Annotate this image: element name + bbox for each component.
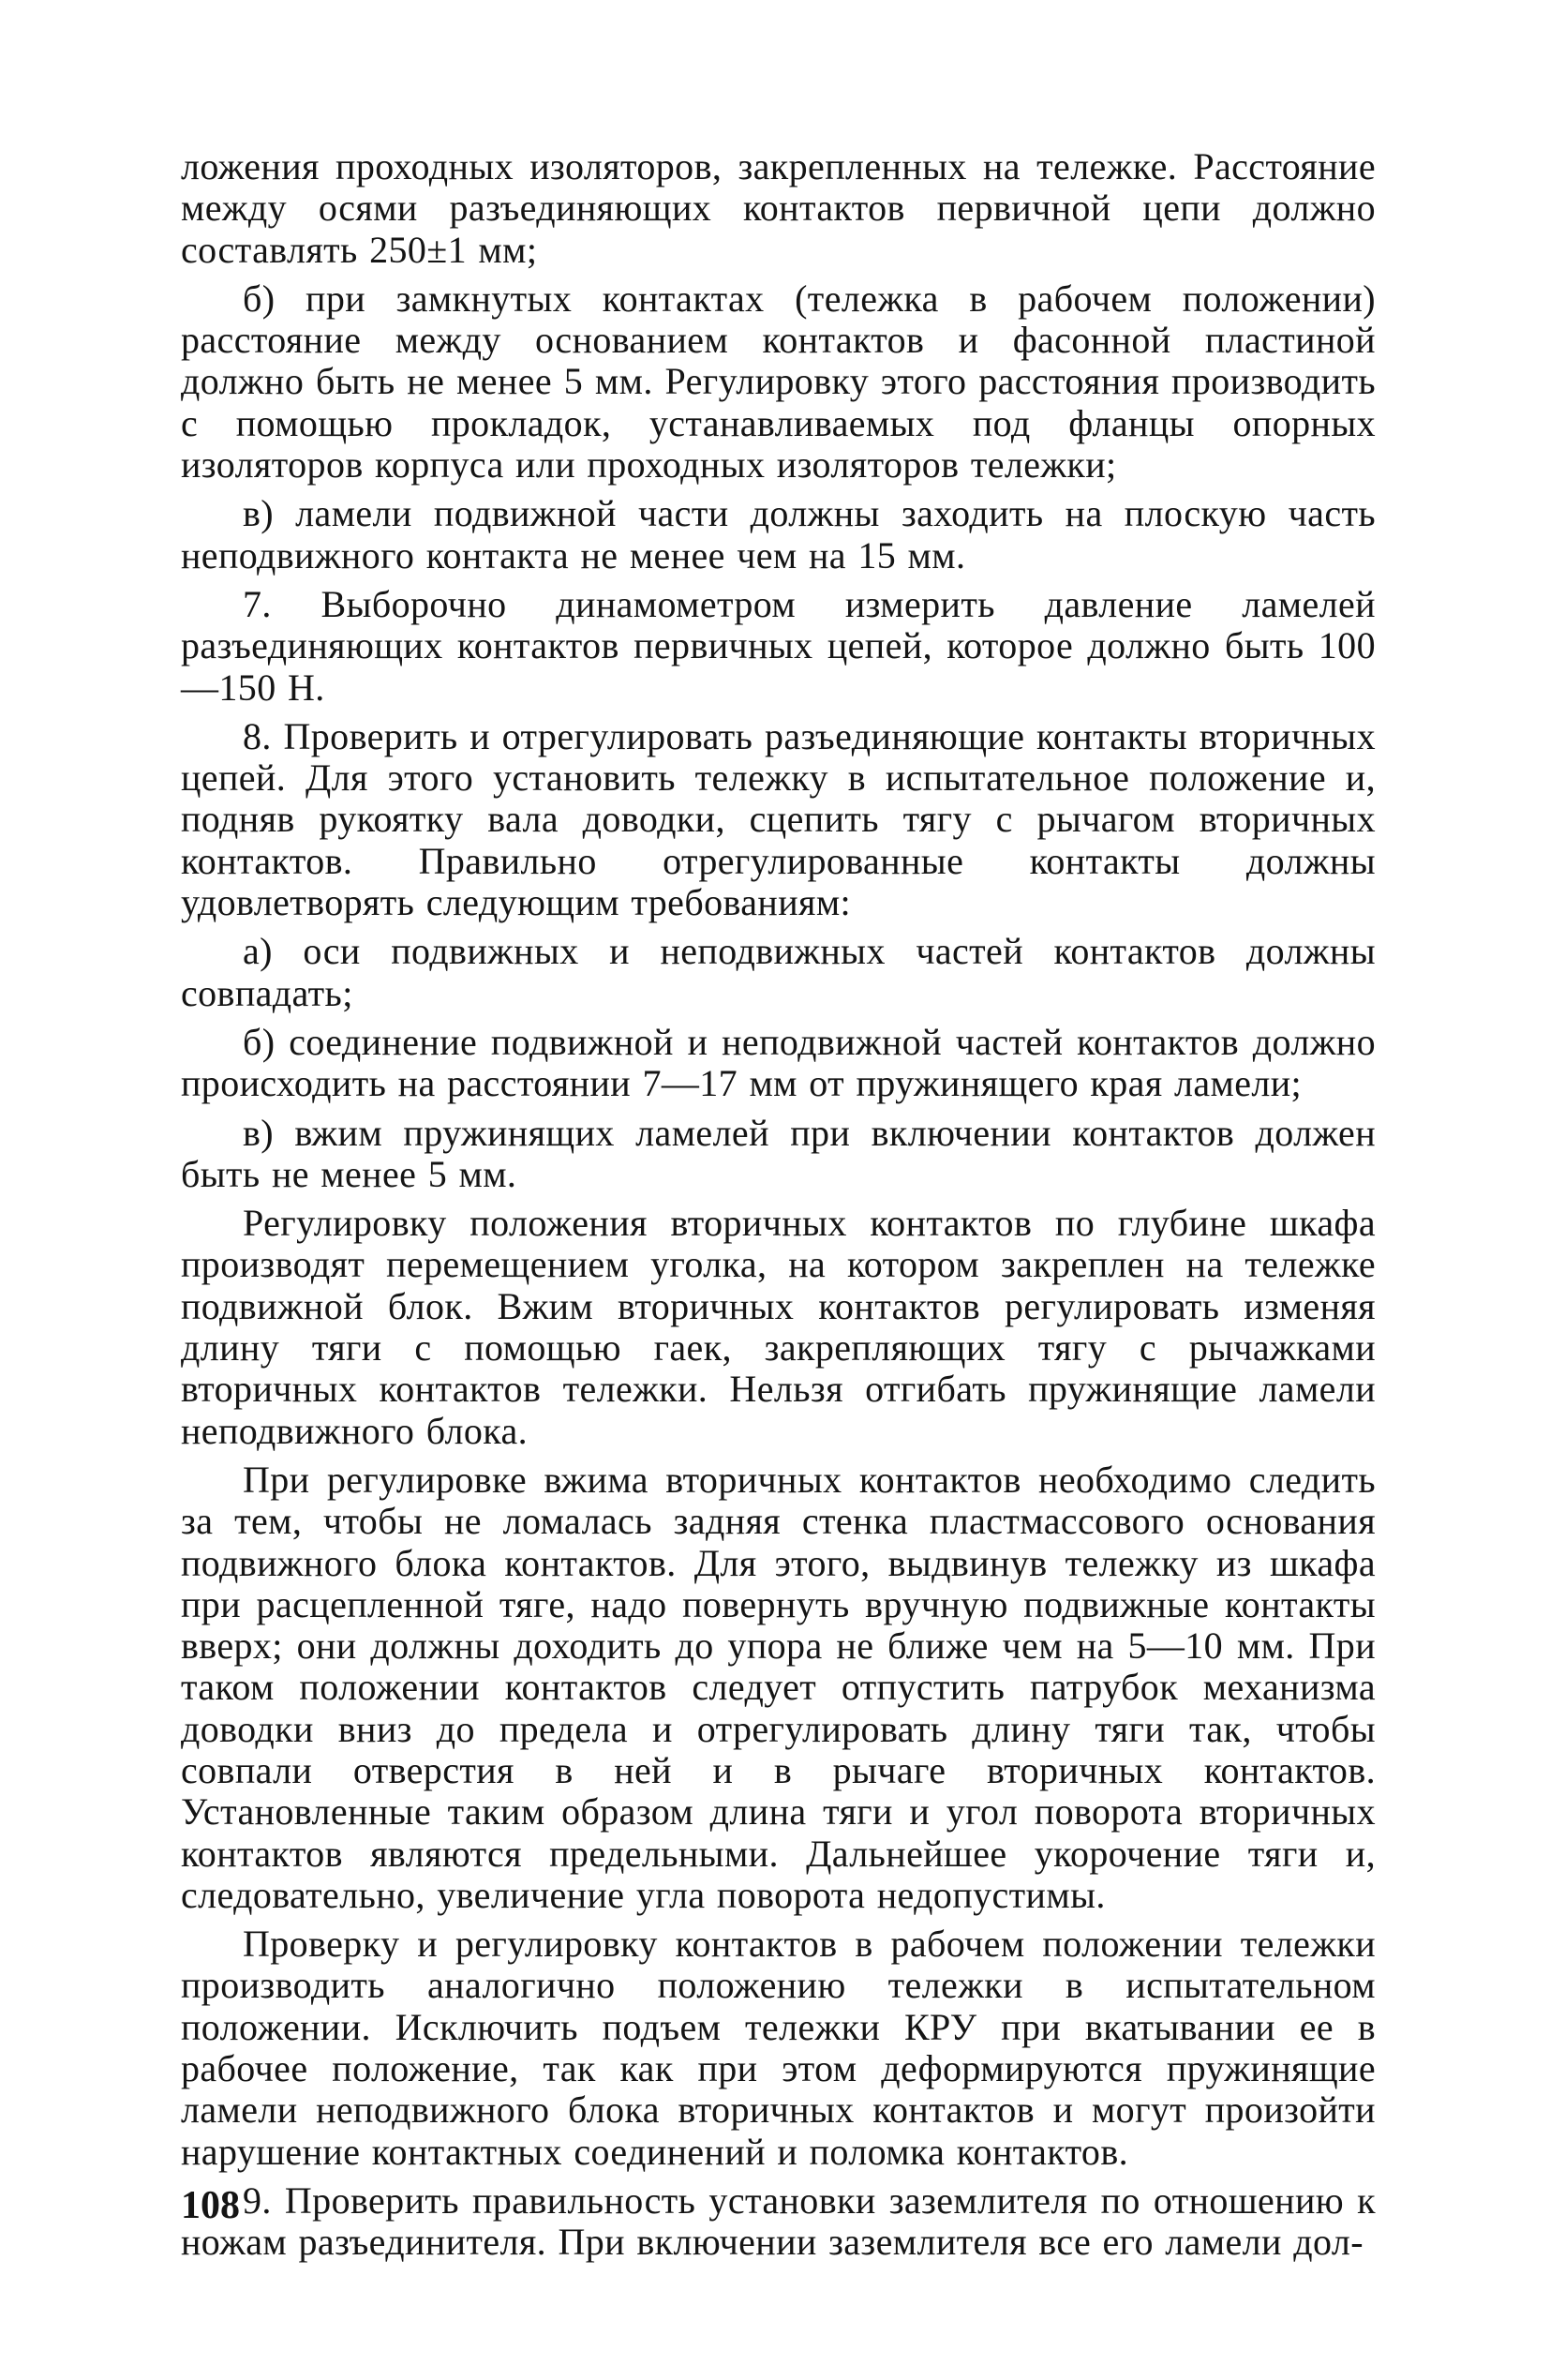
paragraph-item-v-lamella-overlap: в) ламели подвижной части должны заходить на плоскую часть неподвижного контакта не менее чем на 15 мм. — [181, 492, 1376, 576]
page-number: 108 — [181, 2184, 240, 2227]
paragraph-item-b-contact-gap: б) при замкнутых контактах (тележка в рабочем положении) расстояние между основанием контактов и фасонной пластиной должно быть не менее 5 мм. Регулировку этого расстояния производить с помощью прокладок, устанавливаемых под фланцы опорных изоляторов корпуса или проходных изоляторов тележки; — [181, 277, 1376, 486]
paragraph-item-v-press: в) вжим пружинящих ламелей при включении контактов должен быть не менее 5 мм. — [181, 1111, 1376, 1195]
paragraph-item-a-axes: а) оси подвижных и неподвижных частей контактов должны совпадать; — [181, 930, 1376, 1014]
paragraph-working-position: Проверку и регулировку контактов в рабочем положении тележки производить аналогично положению тележки в испытательном положении. Исключить подъем тележки КРУ при вкатывании ее в рабочее положение, так как при этом деформируются пружинящие ламели неподвижного блока вторичных контактов и могут произойти нарушение контактных соединений и поломка контактов. — [181, 1923, 1376, 2173]
paragraph-continuation: ложения проходных изоляторов, закрепленных на тележке. Расстояние между осями разъединяющих контактов первичной цепи должно составлять 250±1 мм; — [181, 145, 1376, 271]
page-body — [181, 146, 1376, 2271]
paragraph-adjustment-position: Регулировку положения вторичных контактов по глубине шкафа производят перемещением уголка, на котором закреплен на тележке подвижной блок. Вжим вторичных контактов регулировать изменяя длину тяги с помощью гаек, закрепляющих тягу с рычажками вторичных контактов тележки. Нельзя отгибать пружинящие ламели неподвижного блока. — [181, 1202, 1376, 1452]
paragraph-step-7: 7. Выборочно динамометром измерить давление ламелей разъединяющих контактов первичных цепей, которое должно быть 100—150 Н. — [181, 582, 1376, 709]
paragraph-step-9: 9. Проверить правильность установки заземлителя по отношению к ножам разъединителя. При включении заземлителя все его ламели дол- — [181, 2178, 1376, 2264]
paragraph-step-8: 8. Проверить и отрегулировать разъединяющие контакты вторичных цепей. Для этого установить тележку в испытательное положение и, подняв рукоятку вала доводки, сцепить тягу с рычагом вторичных контактов. Правильно отрегулированные контакты должны удовлетворять следующим требованиям: — [181, 714, 1376, 924]
paragraph-adjustment-press: При регулировке вжима вторичных контактов необходимо следить за тем, чтобы не ломалась задняя стенка пластмассового основания подвижного блока контактов. Для этого, выдвинув тележку из шкафа при расцепленной тяге, надо повернуть вручную подвижные контакты вверх; они должны доходить до упора не ближе чем на 5—10 мм. При таком положении контактов следует отпустить патрубок механизма доводки вниз до предела и отрегулировать длину тяги так, чтобы совпали отверстия в ней и в рычаге вторичных контактов. Установленные таким образом длина тяги и угол поворота вторичных контактов являются предельными. Дальнейшее укорочение тяги и, следовательно, увеличение угла поворота недопустимы. — [181, 1458, 1376, 1916]
paragraph-item-b-connection: б) соединение подвижной и неподвижной частей контактов должно происходить на расстоянии 7—17 мм от пружинящего края ламели; — [181, 1020, 1376, 1105]
